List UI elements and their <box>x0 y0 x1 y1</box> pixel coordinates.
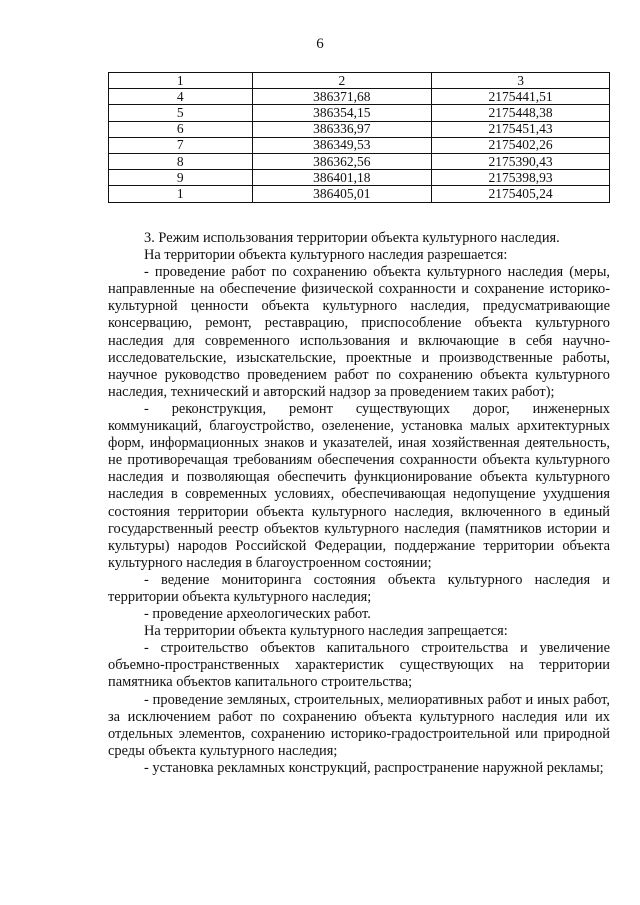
table-cell: 386336,97 <box>252 121 432 137</box>
table-cell: 386354,15 <box>252 105 432 121</box>
table-cell: 386362,56 <box>252 153 432 169</box>
table-cell: 4 <box>109 89 253 105</box>
table-cell: 2175402,26 <box>432 137 610 153</box>
paragraph-allowed-item: - проведение работ по сохранению объекта культурного наследия (меры, направленные на обеспечение физической сохранности и сохранение историко-культурной ценности объекта культурного наследия, предусматривающие консервацию, ремонт, реставрацию, приспособление объекта культурного наследия для современного использования и включающие в себя научно-исследовательские, изыскательские, проектные и производственные работы, научное руководство проведением работ по сохранению объекта культурного наследия, технический и авторский надзор за проведением таких работ); <box>108 264 610 400</box>
table-cell: 2175451,43 <box>432 121 610 137</box>
table-row <box>109 121 610 137</box>
table-cell: 7 <box>109 137 253 153</box>
table-cell: 5 <box>109 105 253 121</box>
document-body <box>108 230 610 777</box>
paragraph-prohibited-item: - проведение земляных, строительных, мелиоративных работ и иных работ, за исключением работ по сохранению объекта культурного наследия или их отдельных элементов, сохранению историко-градостроительной или природной среды объекта культурного наследия; <box>108 691 610 759</box>
table-cell: 9 <box>109 170 253 186</box>
paragraph-allowed-item: - проведение археологических работ. <box>144 606 371 623</box>
paragraph-allowed-intro: На территории объекта культурного наследия разрешается: <box>144 247 508 264</box>
table-cell: 2175390,43 <box>432 153 610 169</box>
paragraph-allowed-item: - реконструкция, ремонт существующих дорог, инженерных коммуникаций, благоустройство, озеленение, установка малых архитектурных форм, информационных знаков и указателей, иная хозяйственная деятельность, не противоречащая требованиям обеспечения сохранности объекта культурного наследия и позволяющая обеспечить функционирование объекта культурного наследия в современных условиях, обеспечивающая недопущение ухудшения состояния территории объекта культурного наследия, включенного в единый государственный реестр объектов культурного наследия (памятников истории и культуры) народов Российской Федерации, поддержание территории объекта культурного наследия в благоустроенном состоянии; <box>108 400 610 571</box>
table-cell: 386349,53 <box>252 137 432 153</box>
table-header-cell: 1 <box>109 73 253 89</box>
table-row <box>109 137 610 153</box>
table-cell: 386405,01 <box>252 186 432 202</box>
paragraph-prohibited-intro: На территории объекта культурного наследия запрещается: <box>144 623 508 640</box>
table-cell: 6 <box>109 121 253 137</box>
table-cell: 2175398,93 <box>432 170 610 186</box>
table-cell: 386371,68 <box>252 89 432 105</box>
table-cell: 386401,18 <box>252 170 432 186</box>
table-row <box>109 153 610 169</box>
table-cell: 2175448,38 <box>432 105 610 121</box>
paragraph-allowed-item: - ведение мониторинга состояния объекта культурного наследия и территории объекта культурного наследия; <box>108 571 610 605</box>
table-row <box>109 105 610 121</box>
paragraph-prohibited-item: - установка рекламных конструкций, распространение наружной рекламы; <box>144 759 604 776</box>
table-header-cell: 2 <box>252 73 432 89</box>
table-header-cell: 3 <box>432 73 610 89</box>
table-cell: 8 <box>109 153 253 169</box>
paragraph-prohibited-item: - строительство объектов капитального строительства и увеличение объемно-пространственных характеристик существующих на территории памятника объектов капитального строительства; <box>108 640 610 691</box>
coordinates-table <box>108 72 610 203</box>
table-row <box>109 89 610 105</box>
page-number: 6 <box>316 36 324 52</box>
section-heading: 3. Режим использования территории объекта культурного наследия. <box>144 230 560 246</box>
table-row <box>109 170 610 186</box>
table-cell: 2175441,51 <box>432 89 610 105</box>
table-cell: 1 <box>109 186 253 202</box>
table-row <box>109 186 610 202</box>
table-cell: 2175405,24 <box>432 186 610 202</box>
table-header-row <box>109 73 610 89</box>
